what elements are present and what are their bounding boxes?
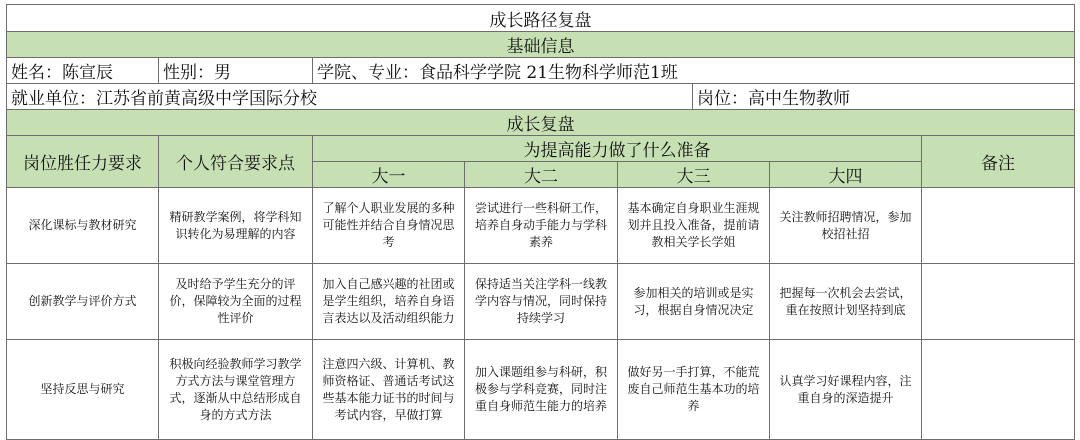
remarks-cell: [922, 264, 1075, 340]
name-field: 姓名：陈宣辰: [7, 58, 159, 84]
year2-cell: 加入课题组参与科研，积极参与学科竞赛，同时注重自身师范生能力的培养: [465, 340, 618, 440]
page-title: 成长路径复盘: [7, 5, 1075, 32]
personal-cell: 积极向经验教师学习教学方式方法与课堂管理方式，逐渐从中总结形成自身的方式方法: [159, 340, 313, 440]
growth-section-row: [7, 110, 1075, 136]
col-header-year1: 大一: [313, 162, 465, 188]
growth-review-table: [6, 4, 1075, 440]
requirement-cell: 坚持反思与研究: [7, 340, 159, 440]
col-header-year3: 大三: [618, 162, 770, 188]
year4-cell: 关注教师招聘情况，参加校招社招: [770, 188, 922, 264]
table-row: [7, 188, 1075, 264]
year3-cell: 基本确定自身职业生涯规划并且投入准备，提前请教相关学长学姐: [618, 188, 770, 264]
employer-field: 就业单位：江苏省前黄高级中学国际分校: [7, 84, 693, 110]
col-header-year4: 大四: [770, 162, 922, 188]
year3-cell: 参加相关的培训或是实习，根据自身情况决定: [618, 264, 770, 340]
col-header-preparation: 为提高能力做了什么准备: [313, 136, 922, 162]
remarks-cell: [922, 340, 1075, 440]
col-header-personal: 个人符合要求点: [159, 136, 313, 188]
table-row: [7, 340, 1075, 440]
header-row-1: [7, 136, 1075, 162]
year2-cell: 尝试进行一些科研工作，培养自身动手能力与学科素养: [465, 188, 618, 264]
personal-cell: 及时给予学生充分的评价，保障较为全面的过程性评价: [159, 264, 313, 340]
year4-cell: 把握每一次机会去尝试，重在按照计划坚持到底: [770, 264, 922, 340]
col-header-year2: 大二: [465, 162, 618, 188]
col-header-remarks: 备注: [922, 136, 1075, 188]
info-row-2: [7, 84, 1075, 110]
year1-cell: 了解个人职业发展的多种可能性并结合自身情况思考: [313, 188, 465, 264]
requirement-cell: 创新教学与评价方式: [7, 264, 159, 340]
year2-cell: 保持适当关注学科一线教学内容与情况，同时保持持续学习: [465, 264, 618, 340]
position-field: 岗位：高中生物教师: [693, 84, 1075, 110]
gender-field: 性别：男: [159, 58, 313, 84]
remarks-cell: [922, 188, 1075, 264]
personal-cell: 精研教学案例，将学科知识转化为易理解的内容: [159, 188, 313, 264]
year3-cell: 做好另一手打算，不能荒废自己师范生基本功的培养: [618, 340, 770, 440]
title-row: [7, 5, 1075, 32]
year1-cell: 加入自己感兴趣的社团或是学生组织，培养自身语言表达以及活动组织能力: [313, 264, 465, 340]
col-header-requirement: 岗位胜任力要求: [7, 136, 159, 188]
basic-info-header: 基础信息: [7, 32, 1075, 58]
basic-section-row: [7, 32, 1075, 58]
growth-review-header: 成长复盘: [7, 110, 1075, 136]
college-field: 学院、专业：食品科学学院 21生物科学师范1班: [313, 58, 1075, 84]
table-row: [7, 264, 1075, 340]
info-row-1: [7, 58, 1075, 84]
requirement-cell: 深化课标与教材研究: [7, 188, 159, 264]
year4-cell: 认真学习好课程内容，注重自身的深造提升: [770, 340, 922, 440]
year1-cell: 注意四六级、计算机、教师资格证、普通话考试这些基本能力证书的时间与考试内容，早做打算: [313, 340, 465, 440]
